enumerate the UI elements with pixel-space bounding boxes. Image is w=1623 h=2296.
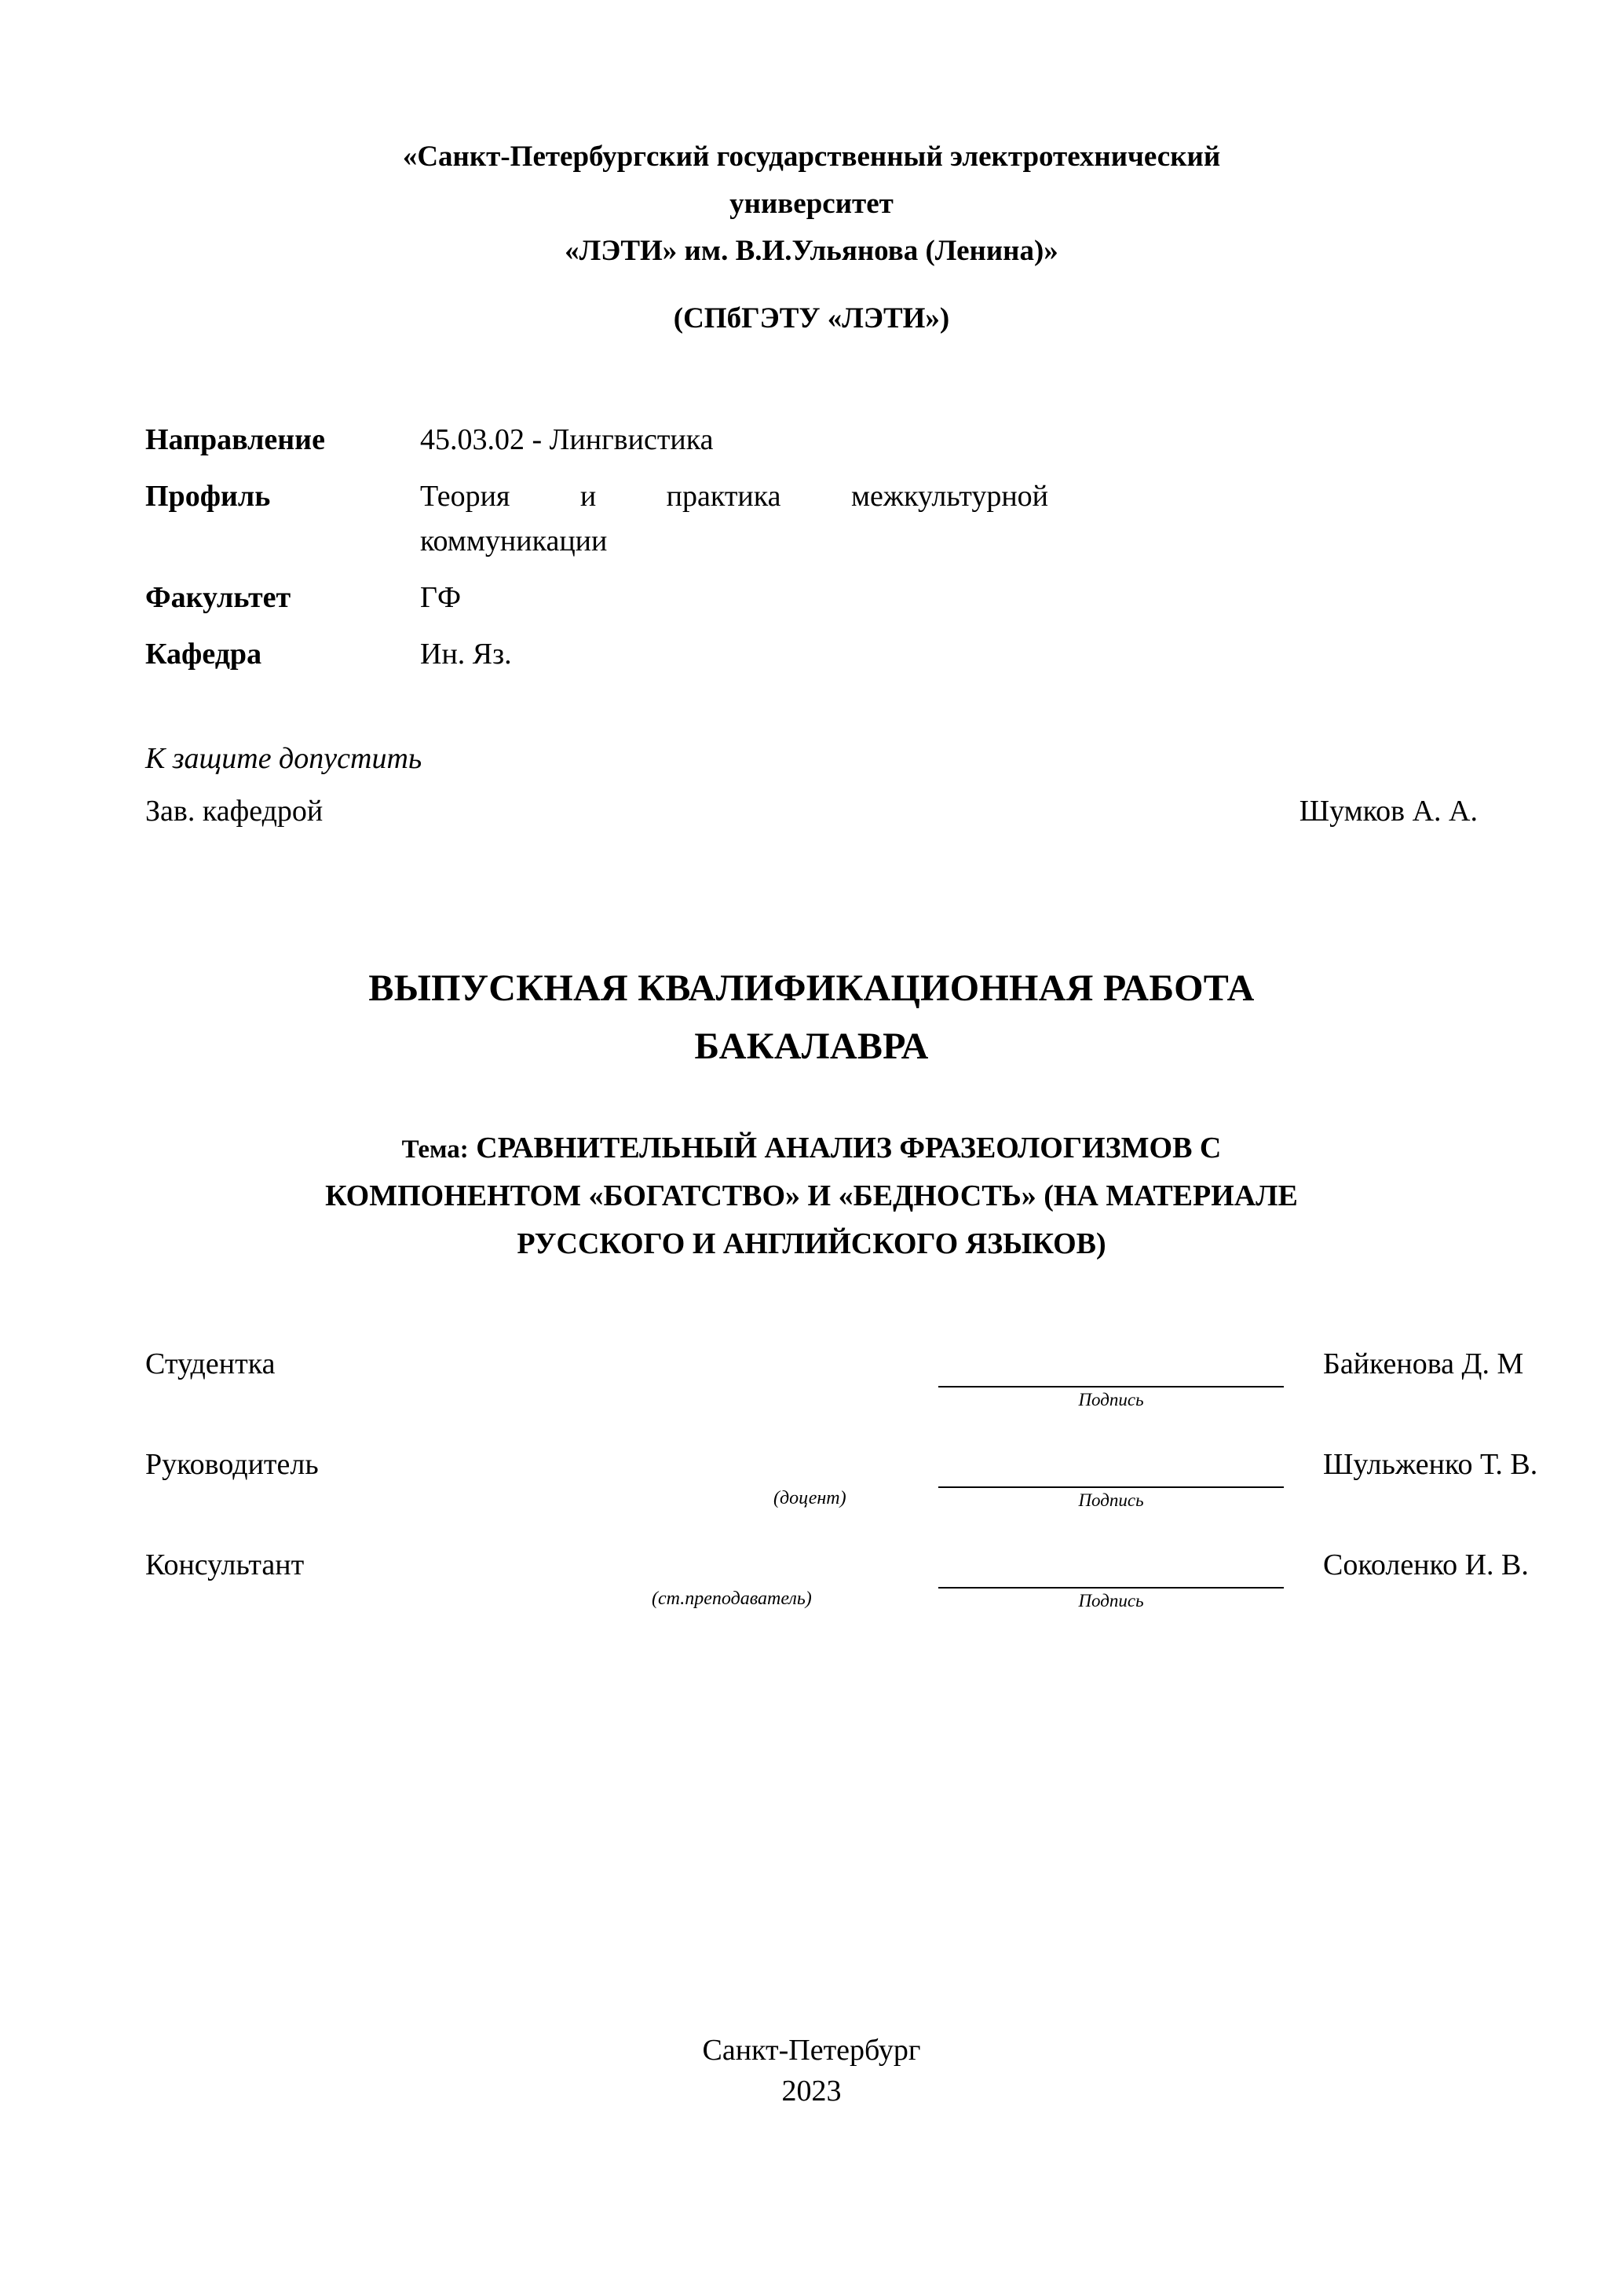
theme-line-2: КОМПОНЕНТОМ «БОГАТСТВО» И «БЕДНОСТЬ» (НА МАТЕРИАЛЕ [325, 1179, 1298, 1213]
signature-caption-supervisor: Подпись [1078, 1490, 1144, 1510]
admission-row [145, 789, 1478, 834]
field-value-profil-line2: коммуникации [420, 525, 608, 558]
signature-row-supervisor [145, 1447, 1538, 1548]
signature-row-consultant [145, 1548, 1529, 1648]
signature-role-consultant: Консультант [145, 1548, 305, 1581]
admission-role: Зав. кафедрой [145, 794, 324, 828]
work-title [145, 960, 1478, 1077]
header-spacer [145, 275, 1478, 295]
field-label-kafedra: Кафедра [145, 637, 262, 671]
admission-name: Шумков А. А. [1299, 794, 1478, 828]
field-value-kafedra: Ин. Яз. [420, 637, 512, 671]
university-line-3: «ЛЭТИ» им. В.И.Ульянова (Ленина)» [565, 234, 1058, 267]
field-value-fakultet: ГФ [420, 581, 461, 614]
signature-subrole-supervisor: (доцент) [773, 1487, 846, 1508]
theme-first-line [145, 1124, 1478, 1172]
field-row-profil [145, 474, 1478, 565]
university-short-name: (СПбГЭТУ «ЛЭТИ») [673, 302, 950, 335]
field-value-napravlenie: 45.03.02 - Лингвистика [420, 422, 714, 456]
signature-subrole-consultant: (ст.преподаватель) [652, 1588, 812, 1609]
work-theme [145, 1124, 1478, 1267]
university-line-2: университет [729, 187, 894, 220]
field-label-fakultet: Факультет [145, 581, 291, 614]
signature-role-supervisor: Руководитель [145, 1447, 319, 1481]
signature-name-consultant: Соколенко И. В. [1323, 1548, 1529, 1581]
field-value-profil-line1: Теория и практика межкультурной [420, 479, 1048, 513]
field-row-fakultet [145, 576, 1478, 621]
signature-line-student [938, 1386, 1284, 1387]
signature-name-student: Байкенова Д. М [1323, 1347, 1524, 1380]
signature-line-supervisor [938, 1486, 1284, 1488]
footer-year: 2023 [781, 2074, 842, 2108]
field-label-napravlenie: Направление [145, 422, 325, 456]
field-row-kafedra [145, 632, 1478, 678]
signature-row-student [145, 1347, 1524, 1447]
university-line-1: «Санкт-Петербургский государственный электротехнический [402, 141, 1221, 173]
field-value-profil [420, 474, 1056, 565]
signature-line-consultant [938, 1587, 1284, 1589]
signature-block [145, 1347, 1538, 1648]
work-title-line-1: ВЫПУСКНАЯ КВАЛИФИКАЦИОННАЯ РАБОТА [368, 967, 1255, 1009]
admission-block [145, 737, 1478, 834]
program-fields [145, 418, 1478, 678]
theme-line-1: СРАВНИТЕЛЬНЫЙ АНАЛИЗ ФРАЗЕОЛОГИЗМОВ С [476, 1132, 1222, 1165]
page-footer [0, 2031, 1623, 2111]
signature-caption-student: Подпись [1078, 1389, 1144, 1409]
admission-note: К защите допустить [145, 741, 422, 775]
signature-caption-consultant: Подпись [1078, 1590, 1144, 1610]
university-header [145, 133, 1478, 342]
field-label-profil: Профиль [145, 479, 271, 513]
work-title-line-2: БАКАЛАВРА [694, 1025, 929, 1067]
theme-line-3: РУССКОГО И АНГЛИЙСКОГО ЯЗЫКОВ) [517, 1227, 1106, 1260]
signature-role-student: Студентка [145, 1347, 276, 1380]
signature-name-supervisor: Шульженко Т. В. [1323, 1447, 1538, 1481]
theme-prefix: Тема: [401, 1135, 469, 1164]
footer-city: Санкт-Петербург [702, 2034, 921, 2067]
field-row-napravlenie [145, 418, 1478, 463]
